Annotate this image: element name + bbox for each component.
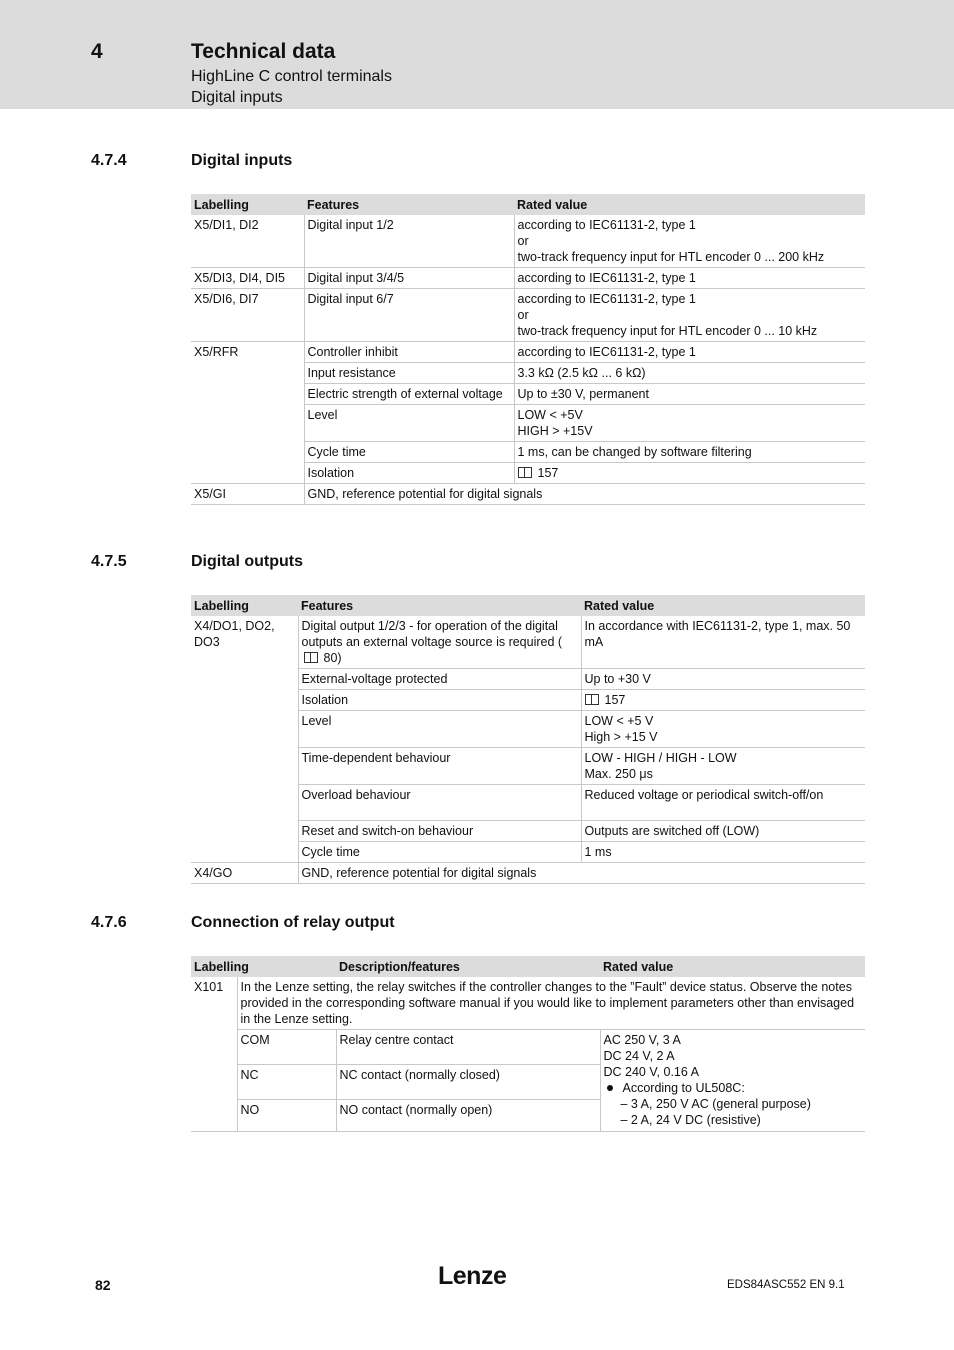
- rated-value-line: High > +15 V: [584, 730, 658, 744]
- chapter-title: Technical data: [191, 40, 336, 63]
- column-header: Rated value: [581, 595, 865, 616]
- rated-value-cell: Reduced voltage or periodical switch-off/on: [581, 785, 865, 821]
- terminal-label: X5/DI6, DI7: [191, 289, 304, 342]
- terminal-label: X101: [191, 977, 237, 1132]
- relay-output-table: [191, 956, 865, 1132]
- book-reference-icon: [585, 694, 599, 705]
- rated-value-line: two-track frequency input for HTL encoder 0 ... 10 kHz: [517, 324, 818, 338]
- rated-value-cell: 3.3 kΩ (2.5 kΩ ... 6 kΩ): [514, 363, 865, 384]
- feature-cell: Overload behaviour: [298, 785, 581, 821]
- column-header: Features: [298, 595, 581, 616]
- page-number: 82: [95, 1277, 111, 1293]
- pin-description: NC contact (normally closed): [336, 1065, 600, 1100]
- feature-cell: External-voltage protected: [298, 669, 581, 690]
- table-header-row: [191, 194, 865, 215]
- lenze-logo: Lenze: [438, 1262, 507, 1290]
- column-header: Features: [304, 194, 514, 215]
- rated-value-line: two-track frequency input for HTL encoder 0 ... 200 kHz: [517, 250, 825, 264]
- page-reference-link[interactable]: 80): [323, 651, 342, 665]
- rated-value-cell: according to IEC61131-2, type 1: [514, 342, 865, 363]
- rated-value-cell: [514, 463, 865, 484]
- rating-line: DC 24 V, 2 A: [603, 1049, 675, 1063]
- rating-subline: – 3 A, 250 V AC (general purpose): [620, 1097, 811, 1111]
- column-header: Rated value: [600, 956, 865, 977]
- book-reference-icon: [304, 652, 318, 663]
- rated-value-line: LOW - HIGH / HIGH - LOW: [584, 751, 737, 765]
- table-row: [191, 215, 865, 268]
- table-row: [191, 616, 865, 669]
- rated-value-cell: Up to ±30 V, permanent: [514, 384, 865, 405]
- feature-cell: Isolation: [298, 690, 581, 711]
- terminal-label: X5/DI1, DI2: [191, 215, 304, 268]
- relay-note: In the Lenze setting, the relay switches if the controller changes to the ”Fault” device status. Observe the notes provided in the corresponding software manual if you would like to implement parameters other than envisaged in the Lenze setting.: [237, 977, 865, 1030]
- feature-cell: Digital input 6/7: [304, 289, 514, 342]
- section-number: 4.7.5: [91, 553, 127, 570]
- terminal-label: X5/DI3, DI4, DI5: [191, 268, 304, 289]
- page-reference-link[interactable]: 157: [537, 466, 559, 480]
- pin-description: Relay centre contact: [336, 1030, 600, 1065]
- rated-value-line: or: [517, 234, 529, 248]
- column-header: Description/features: [336, 956, 600, 977]
- terminal-label: X5/RFR: [191, 342, 304, 484]
- chapter-subtitle: HighLine C control terminals: [191, 68, 392, 85]
- pin-label: NO: [237, 1100, 336, 1132]
- digital-inputs-table: [191, 194, 865, 505]
- feature-cell: Level: [304, 405, 514, 442]
- digital-outputs-table: [191, 595, 865, 884]
- rated-value-cell: In accordance with IEC61131-2, type 1, max. 50 mA: [581, 616, 865, 669]
- feature-cell: Cycle time: [298, 842, 581, 863]
- table-row: [191, 977, 865, 1030]
- rating-bullet-line: [604, 1080, 863, 1096]
- rated-value-cell: [581, 748, 865, 785]
- rated-value-line: LOW < +5V: [517, 408, 583, 422]
- rated-value-line: Max. 250 μs: [584, 767, 653, 781]
- chapter-subtitle-2: Digital inputs: [191, 89, 283, 106]
- terminal-label: X4/DO1, DO2, DO3: [191, 616, 298, 863]
- table-row: [191, 268, 865, 289]
- rated-value-cell: 1 ms: [581, 842, 865, 863]
- rated-value-line: according to IEC61131-2, type 1: [517, 292, 696, 306]
- rating-line: AC 250 V, 3 A: [603, 1033, 681, 1047]
- rated-value-cell: Outputs are switched off (LOW): [581, 821, 865, 842]
- feature-cell: Input resistance: [304, 363, 514, 384]
- table-header-row: [191, 956, 865, 977]
- rated-value-cell: Up to +30 V: [581, 669, 865, 690]
- rated-value-line: HIGH > +15V: [517, 424, 593, 438]
- rated-value-cell: [514, 289, 865, 342]
- pin-label: COM: [237, 1030, 336, 1065]
- rating-bullet-text: According to UL508C:: [622, 1081, 745, 1095]
- document-id: EDS84ASC552 EN 9.1: [727, 1279, 845, 1291]
- pin-label: NC: [237, 1065, 336, 1100]
- feature-cell: GND, reference potential for digital signals: [304, 484, 865, 505]
- feature-cell: Cycle time: [304, 442, 514, 463]
- rated-value-cell: [581, 711, 865, 748]
- rating-line: DC 240 V, 0.16 A: [603, 1065, 699, 1079]
- rating-subline: – 2 A, 24 V DC (resistive): [620, 1113, 761, 1127]
- table-row: [191, 863, 865, 884]
- feature-cell: Level: [298, 711, 581, 748]
- feature-cell: GND, reference potential for digital signals: [298, 863, 865, 884]
- terminal-label: X4/GO: [191, 863, 298, 884]
- feature-cell: Reset and switch-on behaviour: [298, 821, 581, 842]
- chapter-number: 4: [91, 40, 103, 63]
- section-number: 4.7.4: [91, 152, 127, 169]
- table-header-row: [191, 595, 865, 616]
- table-row: [191, 484, 865, 505]
- rated-value-cell: [581, 690, 865, 711]
- chapter-header: [0, 0, 954, 109]
- rated-value-line: or: [517, 308, 529, 322]
- section-title: Digital outputs: [191, 553, 303, 570]
- feature-cell: Controller inhibit: [304, 342, 514, 363]
- feature-cell: [298, 616, 581, 669]
- column-header: Rated value: [514, 194, 865, 215]
- feature-cell: Isolation: [304, 463, 514, 484]
- section-title: Connection of relay output: [191, 914, 395, 931]
- feature-text: Digital output 1/2/3 - for operation of the digital outputs an external voltage source is required (: [301, 619, 563, 649]
- section-number: 4.7.6: [91, 914, 127, 931]
- column-header: Labelling: [191, 956, 336, 977]
- feature-cell: Time-dependent behaviour: [298, 748, 581, 785]
- feature-cell: Digital input 1/2: [304, 215, 514, 268]
- column-header: Labelling: [191, 595, 298, 616]
- rated-value-cell: 1 ms, can be changed by software filtering: [514, 442, 865, 463]
- rated-value-line: according to IEC61131-2, type 1: [517, 218, 696, 232]
- table-row: [191, 289, 865, 342]
- rated-value-cell: [514, 405, 865, 442]
- book-reference-icon: [518, 467, 532, 478]
- section-title: Digital inputs: [191, 152, 293, 169]
- table-row: [191, 1030, 865, 1065]
- rated-value-cell: [600, 1030, 865, 1132]
- terminal-label: X5/GI: [191, 484, 304, 505]
- feature-cell: Digital input 3/4/5: [304, 268, 514, 289]
- bullet-icon: [607, 1085, 613, 1091]
- table-row: [191, 342, 865, 363]
- rated-value-line: LOW < +5 V: [584, 714, 654, 728]
- feature-cell: Electric strength of external voltage: [304, 384, 514, 405]
- column-header: Labelling: [191, 194, 304, 215]
- pin-description: NO contact (normally open): [336, 1100, 600, 1132]
- rated-value-cell: according to IEC61131-2, type 1: [514, 268, 865, 289]
- rated-value-cell: [514, 215, 865, 268]
- page-reference-link[interactable]: 157: [604, 693, 626, 707]
